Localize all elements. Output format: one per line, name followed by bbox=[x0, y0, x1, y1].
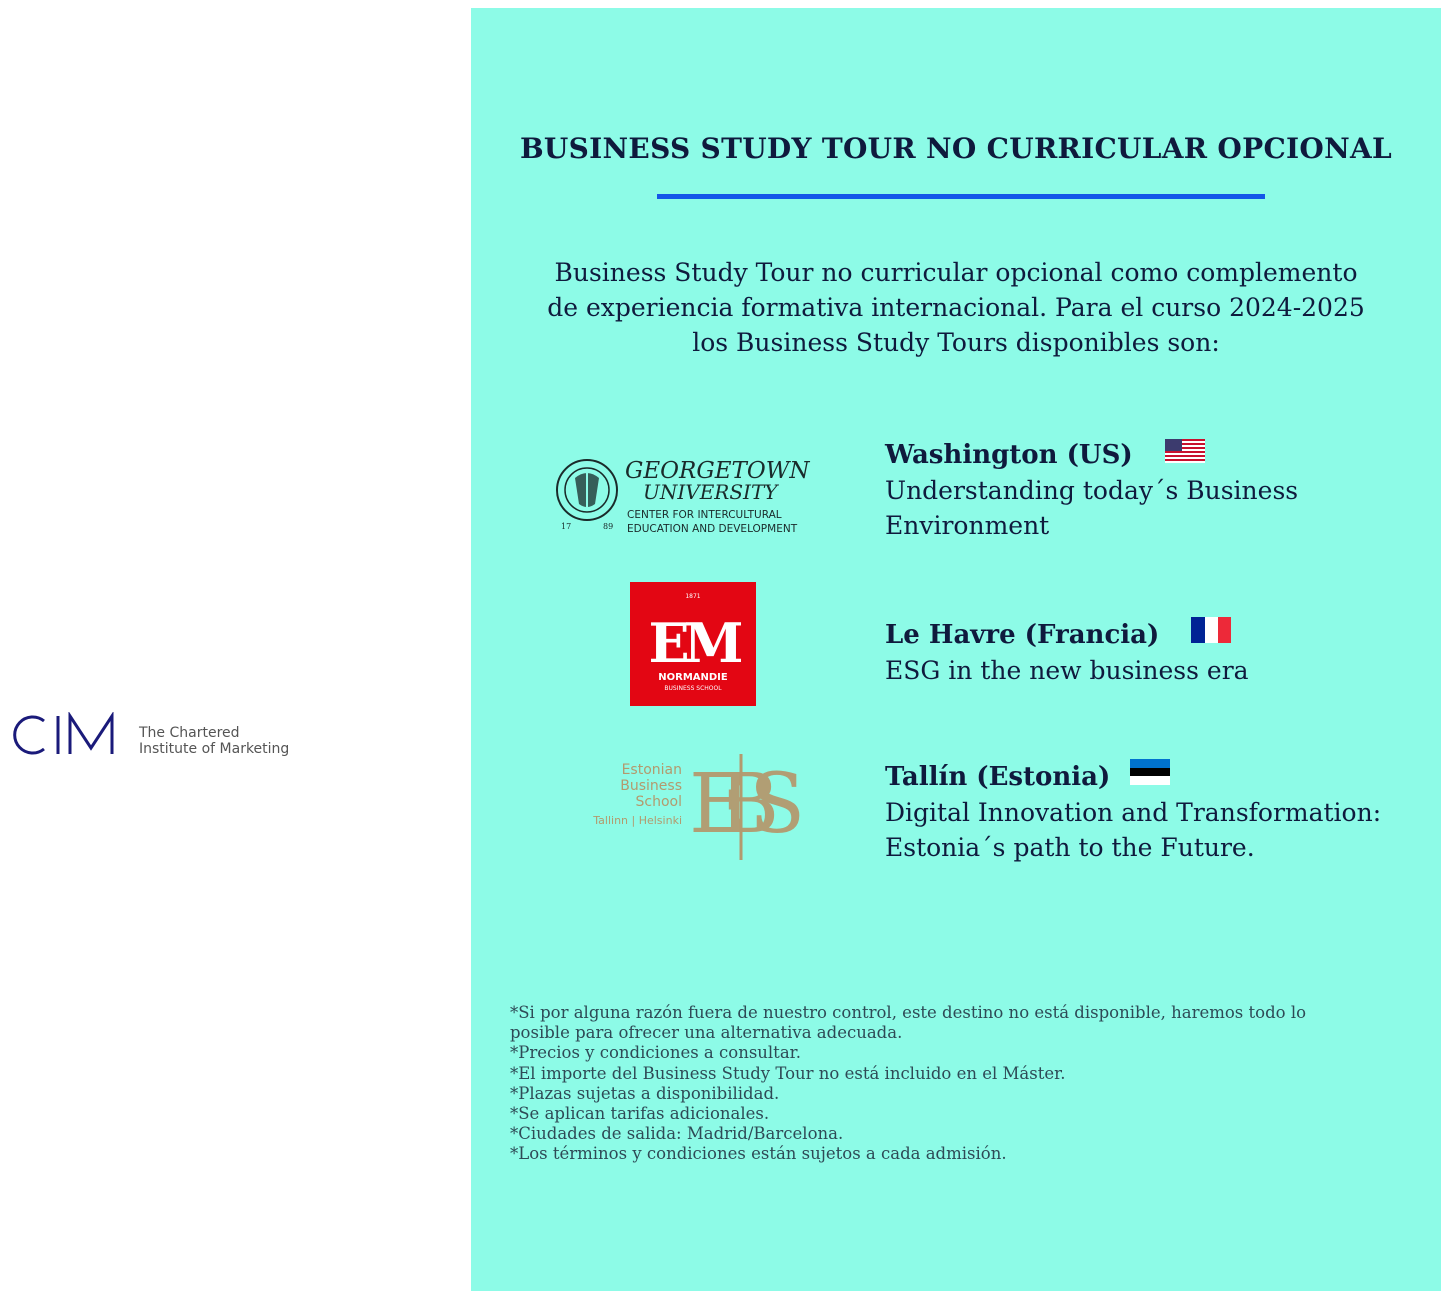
tour-washington bbox=[471, 438, 1441, 548]
tour-city: Le Havre (Francia) bbox=[885, 619, 1160, 650]
tour-city: Washington (US) bbox=[885, 440, 1133, 470]
svg-text:GEORGETOWN: GEORGETOWN bbox=[625, 458, 810, 484]
intro-text bbox=[511, 255, 1401, 360]
footnote-line: *Si por alguna razón fuera de nuestro control, este destino no está disponible, haremos todo lo bbox=[510, 1003, 1307, 1022]
svg-text:1871: 1871 bbox=[685, 593, 701, 600]
tour-desc-line: Environment bbox=[885, 511, 1050, 540]
svg-text:Estonian: Estonian bbox=[621, 762, 682, 778]
cim-line1: The Chartered bbox=[139, 725, 240, 741]
svg-text:School: School bbox=[635, 794, 682, 810]
footnote-line: *Se aplican tarifas adicionales. bbox=[510, 1104, 770, 1124]
svg-text:17: 17 bbox=[561, 522, 572, 531]
tour-desc-line: Digital Innovation and Transformation: bbox=[885, 798, 1382, 827]
footnote-line: *Plazas sujetas a disponibilidad. bbox=[510, 1083, 780, 1103]
svg-text:NORMANDIE: NORMANDIE bbox=[658, 672, 728, 683]
study-tour-panel bbox=[471, 8, 1441, 1291]
svg-text:BUSINESS SCHOOL: BUSINESS SCHOOL bbox=[664, 685, 722, 692]
svg-text:UNIVERSITY: UNIVERSITY bbox=[643, 480, 778, 504]
us-flag-icon bbox=[1165, 438, 1205, 473]
france-flag-icon bbox=[1191, 617, 1231, 653]
footnote-line: *Los términos y condiciones están sujetos a cada admisión. bbox=[510, 1144, 1007, 1164]
tour-tallinn bbox=[471, 752, 1441, 872]
tour-le-havre bbox=[471, 582, 1441, 712]
footnote-line: *Ciudades de salida: Madrid/Barcelona. bbox=[510, 1124, 844, 1144]
georgetown-university-logo bbox=[555, 448, 825, 533]
tour-description bbox=[885, 795, 1381, 865]
svg-text:EM: EM bbox=[648, 611, 738, 675]
footnote-line: *El importe del Business Study Tour no está incluido en el Máster. bbox=[510, 1063, 1066, 1083]
page-title: BUSINESS STUDY TOUR NO CURRICULAR OPCIONAL bbox=[519, 132, 1393, 165]
tour-description bbox=[885, 473, 1298, 543]
intro-line: los Business Study Tours disponibles son: bbox=[692, 328, 1220, 357]
cim-line2: Institute of Marketing bbox=[139, 741, 290, 757]
svg-text:CENTER FOR INTERCULTURAL: CENTER FOR INTERCULTURAL bbox=[627, 509, 782, 521]
georgetown-seal-icon bbox=[555, 448, 825, 533]
estonia-flag-icon bbox=[1130, 759, 1170, 795]
em-normandie-logo bbox=[630, 582, 756, 706]
cim-mark-icon bbox=[6, 712, 116, 758]
svg-text:EDUCATION AND DEVELOPMENT: EDUCATION AND DEVELOPMENT bbox=[627, 523, 798, 533]
svg-text:EBS: EBS bbox=[689, 757, 776, 852]
svg-text:Tallinn | Helsinki: Tallinn | Helsinki bbox=[593, 814, 682, 827]
intro-line: de experiencia formativa internacional. Para el curso 2024-2025 bbox=[547, 293, 1365, 322]
footnotes bbox=[510, 1003, 1390, 1165]
tour-desc-line: Estonia´s path to the Future. bbox=[885, 833, 1255, 862]
svg-text:Business: Business bbox=[620, 778, 682, 794]
footnote-line: posible para ofrecer una alternativa adecuada. bbox=[510, 1023, 903, 1043]
title-underline bbox=[657, 194, 1265, 199]
tour-description bbox=[885, 653, 1249, 688]
tour-city: Tallín (Estonia) bbox=[885, 761, 1111, 792]
footnote-line: *Precios y condiciones a consultar. bbox=[510, 1043, 801, 1063]
tour-desc-line: Understanding today´s Business bbox=[885, 476, 1299, 505]
svg-text:89: 89 bbox=[603, 522, 614, 531]
intro-line: Business Study Tour no curricular opcional como complemento bbox=[554, 258, 1358, 287]
cim-logo bbox=[6, 712, 306, 762]
tour-desc-line: ESG in the new business era bbox=[885, 656, 1249, 685]
estonian-business-school-logo bbox=[585, 752, 805, 862]
